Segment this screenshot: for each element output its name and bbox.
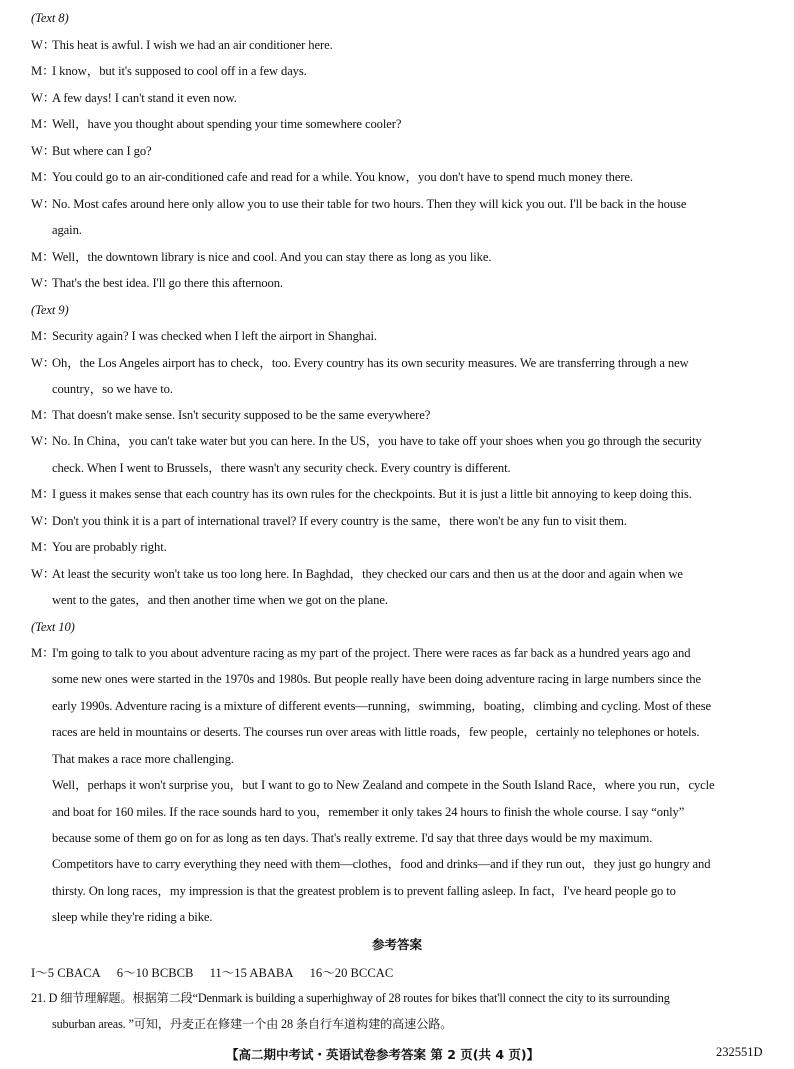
dialogue-line xyxy=(31,513,771,529)
monologue-line: because some of them go on for as long as ten days. That's really extreme. I'd say that three days would be my maximum. xyxy=(52,831,653,845)
dialogue-line xyxy=(31,275,771,291)
speaker: W： xyxy=(31,514,56,528)
text9-label: (Text 9) xyxy=(31,303,69,317)
speaker: W： xyxy=(31,38,56,52)
answers-heading: 参考答案 xyxy=(371,937,422,952)
dialogue-line xyxy=(31,539,771,555)
dialogue-line xyxy=(31,407,771,423)
utterance: No. Most cafes around here only allow you to use their table for two hours. Then they will kick you out. I'll be back in the house xyxy=(52,197,687,211)
speaker: M： xyxy=(31,170,55,184)
speaker: M： xyxy=(31,540,55,554)
text8-label: (Text 8) xyxy=(31,11,69,25)
monologue-line: and boat for 160 miles. If the race sounds hard to you，remember it only takes 24 hours to finish the whole course. I say “only” xyxy=(52,805,685,819)
answer-group: 6～10 BCBCB xyxy=(116,966,194,980)
dialogue-continuation: country，so we have to. xyxy=(52,382,173,396)
dialogue-line xyxy=(31,143,771,159)
monologue-line: early 1990s. Adventure racing is a mixture of different events—running，swimming，boating，climbing and cycling. Most of these xyxy=(52,699,712,713)
utterance: Security again? I was checked when I left the airport in Shanghai. xyxy=(52,329,377,343)
answer-group: 11～15 ABABA xyxy=(209,966,294,980)
dialogue-continuation: check. When I went to Brussels，there wasn't any security check. Every country is different. xyxy=(52,461,511,475)
utterance: You are probably right. xyxy=(52,540,167,554)
monologue-line: Well，perhaps it won't surprise you，but I want to go to New Zealand and compete in the South Island Race，where you run，cycle xyxy=(52,778,715,792)
speaker: M： xyxy=(31,117,55,131)
utterance: I know，but it's supposed to cool off in a few days. xyxy=(52,64,307,78)
utterance: But where can I go? xyxy=(52,144,152,158)
utterance: I guess it makes sense that each country has its own rules for the checkpoints. But it is just a little bit annoying to keep doing this. xyxy=(52,487,692,501)
dialogue-line xyxy=(31,63,771,79)
utterance: A few days! I can't stand it even now. xyxy=(52,91,237,105)
speaker: M： xyxy=(31,250,55,264)
monologue-line: Competitors have to carry everything they need with them—clothes，food and drinks—and if they run out，they just go hungry and xyxy=(52,857,711,871)
utterance: This heat is awful. I wish we had an air conditioner here. xyxy=(52,38,333,52)
answer-group: 16～20 BCCAC xyxy=(309,966,394,980)
speaker: W： xyxy=(31,356,56,370)
dialogue-line xyxy=(31,645,771,661)
dialogue-continuation: went to the gates，and then another time when we got on the plane. xyxy=(52,593,388,607)
speaker: M： xyxy=(31,408,55,422)
answer-row xyxy=(31,962,406,981)
dialogue-line xyxy=(31,90,771,106)
monologue-line: That makes a race more challenging. xyxy=(52,752,234,766)
dialogue-line xyxy=(31,433,771,449)
text10-label: (Text 10) xyxy=(31,620,75,634)
utterance: No. In China，you can't take water but you can here. In the US，you have to take off your shoes when you go through the security xyxy=(52,434,702,448)
monologue-line: sleep while they're riding a bike. xyxy=(52,910,213,924)
dialogue-line xyxy=(31,169,771,185)
speaker: W： xyxy=(31,91,56,105)
footer-code: 232551D xyxy=(716,1045,763,1059)
utterance: Oh，the Los Angeles airport has to check，too. Every country has its own security measures. We are transferring through a new xyxy=(52,356,689,370)
monologue-line: races are held in mountains or deserts. The courses run over areas with little roads，few people，certainly no telephones or hotels. xyxy=(52,725,700,739)
utterance: I'm going to talk to you about adventure racing as my part of the project. There were races as far back as a hundred years ago and xyxy=(52,646,691,660)
dialogue-line xyxy=(31,116,771,132)
utterance: You could go to an air-conditioned cafe and read for a while. You know，you don't have to spend much money there. xyxy=(52,170,633,184)
monologue-line: thirsty. On long races，my impression is that the greatest problem is to prevent falling asleep. In fact，I've heard people go to xyxy=(52,884,676,898)
utterance: At least the security won't take us too long here. In Baghdad，they checked our cars and then us at the door and again when we xyxy=(52,567,683,581)
dialogue-line xyxy=(31,355,771,371)
speaker: M： xyxy=(31,646,55,660)
speaker: M： xyxy=(31,329,55,343)
speaker: W： xyxy=(31,567,56,581)
utterance: That doesn't make sense. Isn't security supposed to be the same everywhere? xyxy=(52,408,431,422)
dialogue-continuation: again. xyxy=(52,223,82,237)
dialogue-line xyxy=(31,196,771,212)
dialogue-line xyxy=(31,566,771,582)
q21-explanation: 21. D 细节理解题。根据第二段“Denmark is building a superhighway of 28 routes for bikes that'll connect the city to its surrounding xyxy=(31,991,670,1005)
speaker: W： xyxy=(31,276,56,290)
speaker: W： xyxy=(31,197,56,211)
dialogue-line xyxy=(31,249,771,265)
dialogue-line xyxy=(31,328,771,344)
answer-group: I～5 CBACA xyxy=(31,966,101,980)
utterance: Don't you think it is a part of international travel? If every country is the same，there won't be any fun to visit them. xyxy=(52,514,627,528)
q21-explanation-continued: suburban areas. ”可知，丹麦正在修建一个由 28 条自行车道构建的高速公路。 xyxy=(52,1017,453,1031)
utterance: Well，the downtown library is nice and cool. And you can stay there as long as you like. xyxy=(52,250,492,264)
speaker: M： xyxy=(31,64,55,78)
speaker: M： xyxy=(31,487,55,501)
footer-title: 【高二期中考试・英语试卷参考答案 第 2 页(共 4 页)】 xyxy=(226,1047,540,1062)
utterance: Well，have you thought about spending your time somewhere cooler? xyxy=(52,117,402,131)
dialogue-line xyxy=(31,486,771,502)
speaker: W： xyxy=(31,434,56,448)
utterance: That's the best idea. I'll go there this afternoon. xyxy=(52,276,283,290)
monologue-line: some new ones were started in the 1970s and 1980s. But people really have been doing adventure racing in large numbers since the xyxy=(52,672,701,686)
dialogue-line xyxy=(31,37,771,53)
speaker: W： xyxy=(31,144,56,158)
